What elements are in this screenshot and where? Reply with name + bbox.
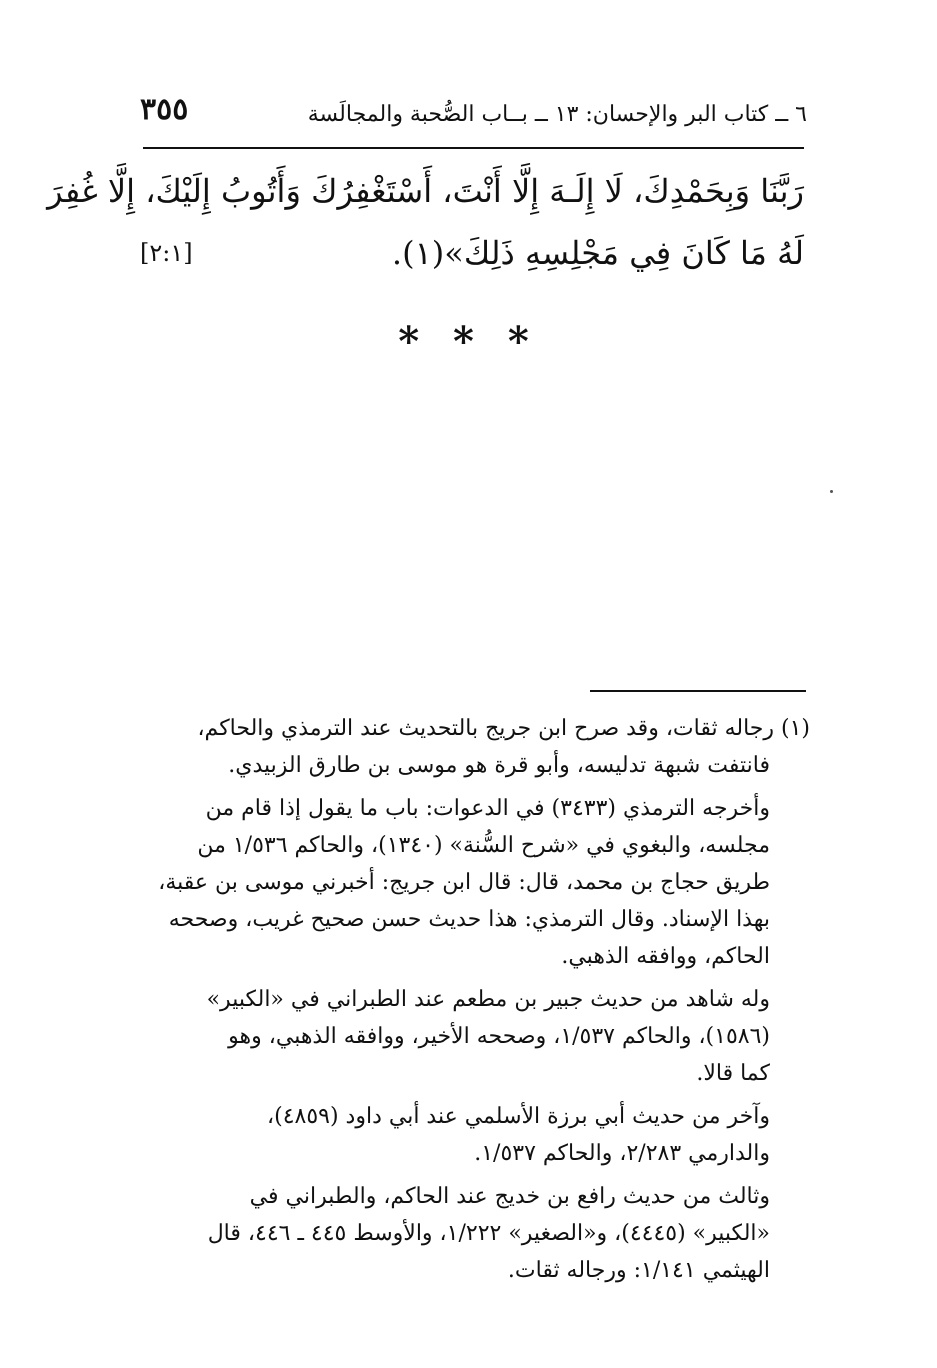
footnote-line: وأخرجه الترمذي (٣٤٣٣) في الدعوات: باب ما يقول إذا قام من (205, 796, 770, 821)
hadith-reference: [٢:١] (140, 239, 193, 267)
stray-mark (830, 490, 833, 493)
footnote-line: (١) رجاله ثقات، وقد صرح ابن جريج بالتحديث عند الترمذي والحاكم، (197, 716, 810, 741)
section-separator: * * * (398, 318, 539, 365)
footnote-line: «الكبير» (٤٤٤٥)، و«الصغير» ١/٢٢٢، والأوسط ٤٤٥ ـ ٤٤٦، قال (207, 1221, 770, 1246)
footnote-line: فانتفت شبهة تدليسه، وأبو قرة هو موسى بن طارق الزبيدي. (228, 753, 770, 778)
footnote-line: الهيثمي ١/١٤١: ورجاله ثقات. (507, 1258, 770, 1283)
footnote-line: الحاكم، ووافقه الذهبي. (561, 944, 770, 969)
footnote-line: وآخر من حديث أبي برزة الأسلمي عند أبي داود (٤٨٥٩)، (267, 1104, 770, 1129)
footnote-line: كما قالا. (696, 1061, 770, 1086)
header-rule (143, 147, 804, 149)
page-number: ٣٥٥ (140, 92, 189, 127)
footnotes (140, 710, 810, 1289)
main-text (47, 160, 804, 284)
footnote-line: بهذا الإسناد. وقال الترمذي: هذا حديث حسن صحيح غريب، وصححه (168, 907, 770, 932)
footnote-line: (١٥٨٦)، والحاكم ١/٥٣٧، وصححه الأخير، ووافقه الذهبي، وهو (228, 1024, 770, 1049)
footnote-rule (590, 690, 806, 692)
footnote-line: مجلسه، والبغوي في «شرح السُّنة» (١٣٤٠)، والحاكم ١/٥٣٦ من (197, 833, 770, 858)
footnote-line: والدارمي ٢/٢٨٣، والحاكم ١/٥٣٧. (474, 1141, 770, 1166)
main-line: رَبَّنَا وَبِحَمْدِكَ، لَا إِلَـهَ إِلَّا أَنْتَ، أَسْتَغْفِرُكَ وَأَتُوبُ إِلَيْكَ، إِلَّا غُفِرَ (47, 172, 804, 210)
main-line: لَهُ مَا كَانَ فِي مَجْلِسِهِ ذَلِكَ»(١). (391, 234, 804, 272)
main-line-last (140, 222, 804, 284)
footnote-line: وثالث من حديث رافع بن خديج عند الحاكم، والطبراني في (249, 1184, 770, 1209)
running-head: ٦ ــ كتاب البر والإحسان: ١٣ ــ بــاب الصُّحبة والمجالَسة (307, 102, 807, 127)
footnote-line: وله شاهد من حديث جبير بن مطعم عند الطبراني في «الكبير» (206, 987, 770, 1012)
footnote-line: طريق حجاج بن محمد، قال: قال ابن جريج: أخبرني موسى بن عقبة، (158, 870, 770, 895)
